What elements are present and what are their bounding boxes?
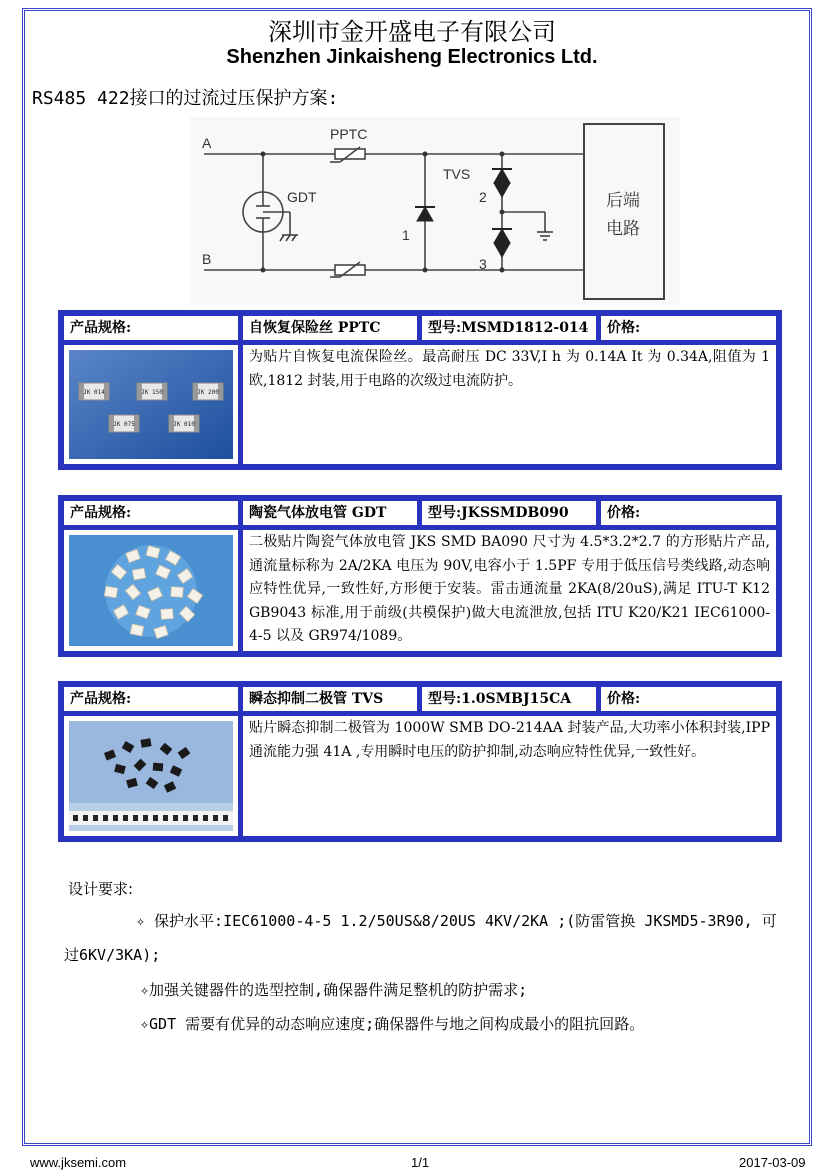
product-name: 陶瓷气体放电管 GDT	[241, 499, 419, 527]
label-1: 1	[402, 227, 410, 243]
product-table-gdt	[58, 495, 782, 657]
product-model: 型号:1.0SMBJ15CA	[420, 685, 598, 713]
chip-label: JK 010	[173, 421, 195, 428]
label-b: B	[202, 251, 212, 267]
backend-label-line2: 电路	[606, 219, 640, 239]
product-name: 瞬态抑制二极管 TVS	[241, 685, 419, 713]
price-label: 价格:	[599, 314, 778, 342]
chip-label: JK 200	[197, 389, 219, 396]
footer-date: 2017-03-09	[739, 1155, 806, 1170]
spec-label: 产品规格:	[62, 499, 240, 527]
product-photo-gdt	[62, 528, 240, 653]
chip-label: JK 075	[113, 421, 135, 428]
requirement-item-1-cont: 过6KV/3KA);	[64, 946, 161, 964]
product-description: 二极贴片陶瓷气体放电管 JKS SMD BA090 尺寸为 4.5*3.2*2.7 的方形贴片产品,通流量标称为 2A/2KA 电压为 90V,电容小于 1.5PF 专用于低压信号类线路,动态响应特性优异,一致性好,方形便于安装。雷击通流量 2KA(8/20uS),满足 ITU-T K12 GB9043 标准,用于前级(共模保护)做大电流泄放,包括 ITU K20/K21 IEC61000-4-5 以及 GR974/1089。	[241, 528, 778, 653]
product-model: 型号:MSMD1812-014	[420, 314, 598, 342]
product-photo-tvs	[62, 714, 240, 838]
footer-page-number: 1/1	[411, 1155, 430, 1170]
product-model: 型号:JKSSMDB090	[420, 499, 598, 527]
circuit-diagram	[190, 117, 680, 305]
requirement-item-2: ✧加强关键器件的选型控制,确保器件满足整机的防护需求;	[140, 981, 528, 999]
label-tvs: TVS	[443, 166, 471, 182]
chip-label: JK 014	[83, 389, 105, 396]
label-gdt: GDT	[287, 189, 317, 205]
spec-label: 产品规格:	[62, 314, 240, 342]
tvs-diodes-image	[69, 721, 233, 831]
price-label: 价格:	[599, 685, 778, 713]
backend-label-line1: 后端	[606, 191, 640, 211]
requirement-item-3: ✧GDT 需要有优异的动态响应速度;确保器件与地之间构成最小的阻抗回路。	[140, 1015, 645, 1033]
product-table-pptc	[58, 310, 782, 470]
label-a: A	[202, 135, 212, 151]
product-name: 自恢复保险丝 PPTC	[241, 314, 419, 342]
spec-label: 产品规格:	[62, 685, 240, 713]
footer-website: www.jksemi.com	[30, 1155, 127, 1170]
product-table-tvs	[58, 681, 782, 842]
company-name-cn: 深圳市金开盛电子有限公司	[268, 18, 556, 46]
product-description: 贴片瞬态抑制二极管为 1000W SMB DO-214AA 封装产品,大功率小体积封装,IPP 通流能力强 41A ,专用瞬时电压的防护抑制,动态响应特性优异,一致性好。	[241, 714, 778, 838]
pptc-chips-image	[69, 350, 233, 459]
gdt-tubes-image	[69, 535, 233, 646]
product-description: 为贴片自恢复电流保险丝。最高耐压 DC 33V,I h 为 0.14A It 为 0.34A,阻值为 1 欧,1812 封装,用于电路的次级过电流防护。	[241, 343, 778, 466]
price-label: 价格:	[599, 499, 778, 527]
requirements-title: 设计要求:	[68, 880, 134, 898]
product-photo-pptc	[62, 343, 240, 466]
label-3: 3	[479, 256, 487, 272]
section-heading: RS485 422接口的过流过压保护方案:	[32, 88, 339, 109]
label-2: 2	[479, 189, 487, 205]
chip-label: JK 150	[141, 389, 163, 396]
requirement-item-1: ✧ 保护水平:IEC61000-4-5 1.2/50US&8/20US 4KV/2KA ;(防雷管换 JKSMD5-3R90, 可	[136, 912, 777, 930]
company-name-en: Shenzhen Jinkaisheng Electronics Ltd.	[226, 46, 598, 68]
label-pptc: PPTC	[330, 126, 368, 142]
